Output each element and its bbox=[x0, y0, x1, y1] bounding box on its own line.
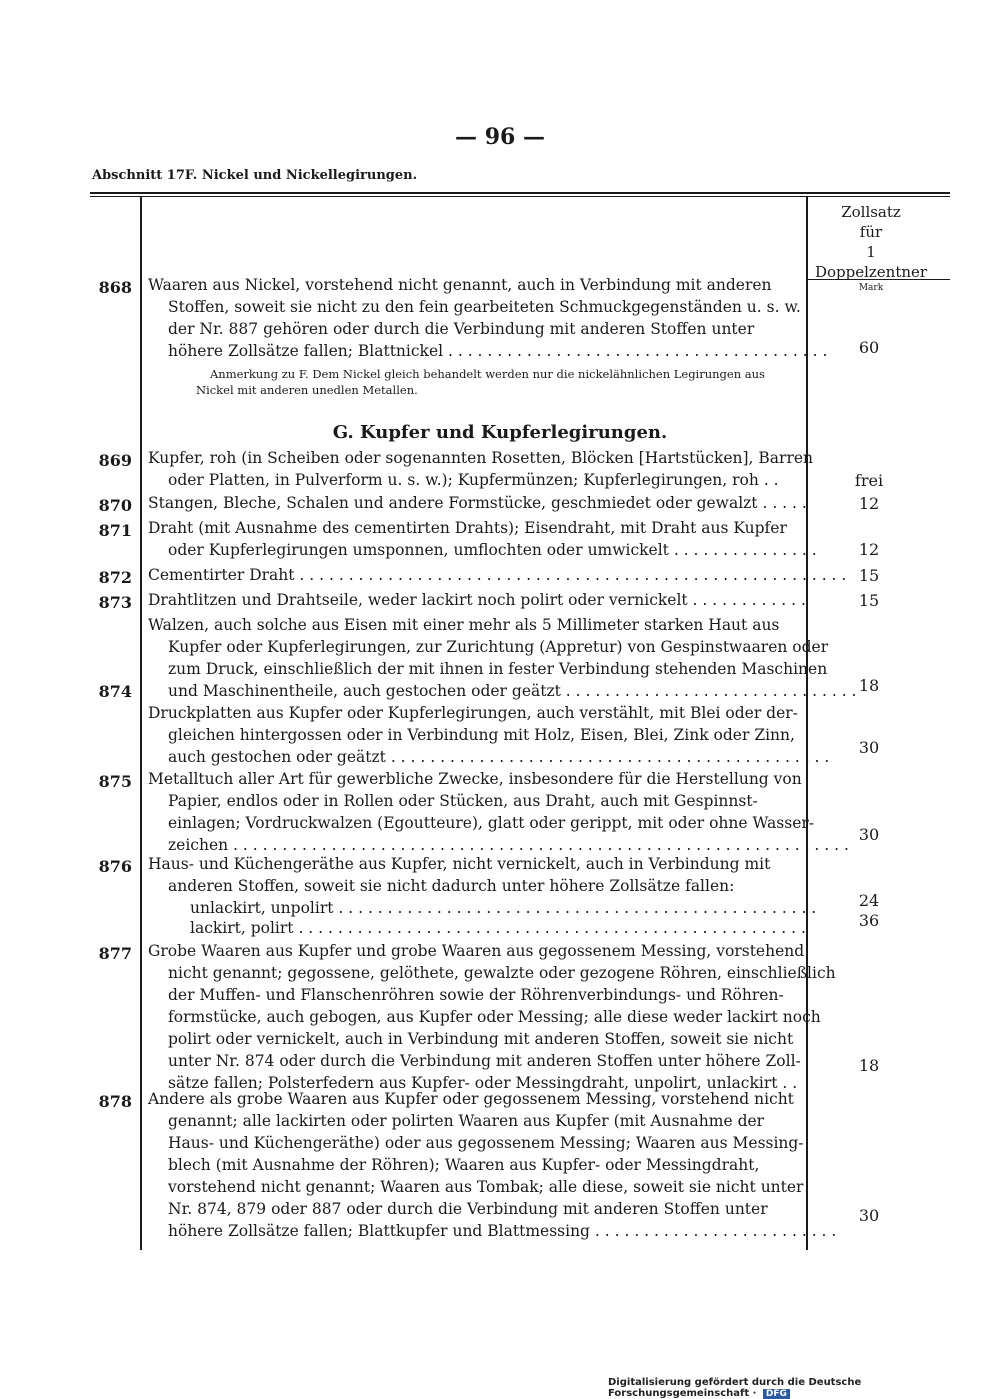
item-text-line: Walzen, auch solche aus Eisen mit einer mehr als 5 Millimeter starken Haut aus bbox=[148, 616, 780, 634]
column-header-line3: 1 Doppelzentner bbox=[814, 243, 928, 281]
item-text-line: Metalltuch aller Art für gewerbliche Zwecke, insbesondere für die Herstellung von bbox=[148, 770, 802, 788]
duty-rate: 18 bbox=[858, 676, 880, 695]
item-text-line: Papier, endlos oder in Rollen oder Stücken, aus Draht, auch mit Gespinnst- bbox=[168, 792, 758, 810]
item-text-line: Stoffen, soweit sie nicht zu den fein gearbeiteten Schmuckgegenständen u. s. w. bbox=[168, 298, 801, 316]
item-text-line: sätze fallen; Polsterfedern aus Kupfer- oder Messingdraht, unpolirt, unlackirt . . bbox=[168, 1074, 798, 1092]
section-title: Abschnitt 17F. Nickel und Nickellegirungen. bbox=[92, 168, 418, 183]
item-number: 870 bbox=[98, 496, 132, 515]
item-text-line: formstücke, auch gebogen, aus Kupfer oder Messing; alle diese weder lackirt noch bbox=[168, 1008, 821, 1026]
column-header-line1: Zollsatz bbox=[841, 203, 901, 221]
item-number: 868 bbox=[98, 278, 132, 297]
item-text-line: Kupfer oder Kupferlegirungen, zur Zurichtung (Appretur) von Gespinstwaaren oder bbox=[168, 638, 829, 656]
dfg-logo: DFG bbox=[763, 1389, 790, 1399]
item-number: 875 bbox=[98, 772, 132, 791]
item-number: 871 bbox=[98, 521, 132, 540]
duty-rate: 15 bbox=[858, 591, 880, 610]
item-text-line: einlagen; Vordruckwalzen (Egoutteure), glatt oder gerippt, mit oder ohne Wasser- bbox=[168, 814, 815, 832]
item-text-line: Kupfer, roh (in Scheiben oder sogenannten Rosetten, Blöcken [Hartstücken], Barren bbox=[148, 449, 814, 467]
item-number: 874 bbox=[98, 682, 132, 701]
item-text-line: polirt oder vernickelt, auch in Verbindung mit anderen Stoffen, soweit sie nicht bbox=[168, 1030, 794, 1048]
duty-rate: 30 bbox=[858, 825, 880, 844]
page-number: — 96 — bbox=[455, 124, 545, 150]
item-subline: lackirt, polirt . . . . . . . . . . . . . . . . . . . . . . . . . . . . . . . . . . . . . . . . . . . . . . . . . . . . bbox=[190, 919, 806, 937]
item-text-line: der Muffen- und Flanschenröhren sowie der Röhrenverbindungs- und Röhren- bbox=[168, 986, 784, 1004]
top-rule-thin bbox=[90, 196, 950, 197]
footer-text: Digitalisierung gefördert durch die Deutsche Forschungsgemeinschaft · bbox=[608, 1377, 862, 1399]
subsection-heading: G. Kupfer und Kupferlegirungen. bbox=[332, 422, 668, 443]
duty-rate: 24 bbox=[858, 891, 880, 910]
digitization-credit bbox=[608, 1377, 1000, 1399]
item-text-line: Haus- und Küchengeräthe) oder aus gegossenem Messing; Waaren aus Messing- bbox=[168, 1134, 804, 1152]
item-text-line: auch gestochen oder geätzt . . . . . . . . . . . . . . . . . . . . . . . . . . . . . . . . . . . . . . . . . . . . . bbox=[168, 748, 830, 766]
item-text-line: Drahtlitzen und Drahtseile, weder lackirt noch polirt oder vernickelt . . . . . . . . . . . . bbox=[148, 591, 806, 609]
item-text-line: anderen Stoffen, soweit sie nicht dadurch unter höhere Zollsätze fallen: bbox=[168, 877, 735, 895]
column-header-unit: Mark bbox=[858, 283, 884, 293]
duty-rate: 30 bbox=[858, 1206, 880, 1225]
item-text-line: Druckplatten aus Kupfer oder Kupferlegirungen, auch verstählt, mit Blei oder der- bbox=[148, 704, 798, 722]
duty-rate: 30 bbox=[858, 738, 880, 757]
item-text-line: nicht genannt; gegossene, gelöthete, gewalzte oder gezogene Röhren, einschließlich bbox=[168, 964, 836, 982]
item-text-line: und Maschinentheile, auch gestochen oder geätzt . . . . . . . . . . . . . . . . . . . . . . . . . . . . . . bbox=[168, 682, 857, 700]
duty-rate: 15 bbox=[858, 566, 880, 585]
item-text-line: Nr. 874, 879 oder 887 oder durch die Verbindung mit anderen Stoffen unter bbox=[168, 1200, 768, 1218]
item-text-line: Grobe Waaren aus Kupfer und grobe Waaren aus gegossenem Messing, vorstehend bbox=[148, 942, 805, 960]
top-rule bbox=[90, 192, 950, 194]
item-text-line: Stangen, Bleche, Schalen und andere Formstücke, geschmiedet oder gewalzt . . . . . bbox=[148, 494, 807, 512]
annotation-line: Nickel mit anderen unedlen Metallen. bbox=[196, 383, 418, 397]
duty-rate: 12 bbox=[858, 494, 880, 513]
item-text-line: Cementirter Draht . . . . . . . . . . . . . . . . . . . . . . . . . . . . . . . . . . . . . . . . . . . . . . . . . . . . . . . . bbox=[148, 566, 847, 584]
item-text-line: Andere als grobe Waaren aus Kupfer oder gegossenem Messing, vorstehend nicht bbox=[148, 1090, 794, 1108]
annotation-line: Anmerkung zu F. Dem Nickel gleich behandelt werden nur die nickelähnlichen Legirungen aus bbox=[210, 367, 765, 381]
column-header-line2: für bbox=[859, 223, 883, 241]
item-text-line: Draht (mit Ausnahme des cementirten Drahts); Eisendraht, mit Draht aus Kupfer bbox=[148, 519, 787, 537]
duty-rate: 18 bbox=[858, 1056, 880, 1075]
item-text-line: oder Kupferlegirungen umsponnen, umflochten oder umwickelt . . . . . . . . . . . . . . . bbox=[168, 541, 817, 559]
item-text-line: höhere Zollsätze fallen; Blattnickel . . . . . . . . . . . . . . . . . . . . . . . . . . . . . . . . . . . . . . . bbox=[168, 342, 828, 360]
item-number: 869 bbox=[98, 451, 132, 470]
item-number: 878 bbox=[98, 1092, 132, 1111]
duty-rate: 12 bbox=[858, 540, 880, 559]
item-text-line: höhere Zollsätze fallen; Blattkupfer und Blattmessing . . . . . . . . . . . . . . . . . . . . . . . . . bbox=[168, 1222, 837, 1240]
item-number: 876 bbox=[98, 857, 132, 876]
item-subline: unlackirt, unpolirt . . . . . . . . . . . . . . . . . . . . . . . . . . . . . . . . . . . . . . . . . . . . . . . . . bbox=[190, 899, 817, 917]
item-text-line: Haus- und Küchengeräthe aus Kupfer, nicht vernickelt, auch in Verbindung mit bbox=[148, 855, 771, 873]
item-text-line: genannt; alle lackirten oder polirten Waaren aus Kupfer (mit Ausnahme der bbox=[168, 1112, 765, 1130]
duty-rate: 36 bbox=[858, 911, 880, 930]
duty-rate: 60 bbox=[858, 338, 880, 357]
item-number: 872 bbox=[98, 568, 132, 587]
item-text-line: vorstehend nicht genannt; Waaren aus Tombak; alle diese, soweit sie nicht unter bbox=[168, 1178, 804, 1196]
item-text-line: der Nr. 887 gehören oder durch die Verbindung mit anderen Stoffen unter bbox=[168, 320, 755, 338]
duty-rate: frei bbox=[854, 471, 884, 490]
item-text-line: unter Nr. 874 oder durch die Verbindung mit anderen Stoffen unter höhere Zoll- bbox=[168, 1052, 801, 1070]
item-text-line: gleichen hintergossen oder in Verbindung mit Holz, Eisen, Blei, Zink oder Zinn, bbox=[168, 726, 795, 744]
item-text-line: blech (mit Ausnahme der Röhren); Waaren aus Kupfer- oder Messingdraht, bbox=[168, 1156, 760, 1174]
item-text-line: oder Platten, in Pulverform u. s. w.); Kupfermünzen; Kupferlegirungen, roh . . bbox=[168, 471, 779, 489]
item-text-line: Waaren aus Nickel, vorstehend nicht genannt, auch in Verbindung mit anderen bbox=[148, 276, 772, 294]
item-number: 877 bbox=[98, 944, 132, 963]
item-text-line: zeichen . . . . . . . . . . . . . . . . . . . . . . . . . . . . . . . . . . . . . . . . . . . . . . . . . . . . . . . . . . . . . . . bbox=[168, 836, 849, 854]
item-text-line: zum Druck, einschließlich der mit ihnen in fester Verbindung stehenden Maschinen bbox=[168, 660, 828, 678]
brace-bracket bbox=[140, 618, 149, 758]
item-number: 873 bbox=[98, 593, 132, 612]
rate-column-header bbox=[808, 202, 934, 294]
